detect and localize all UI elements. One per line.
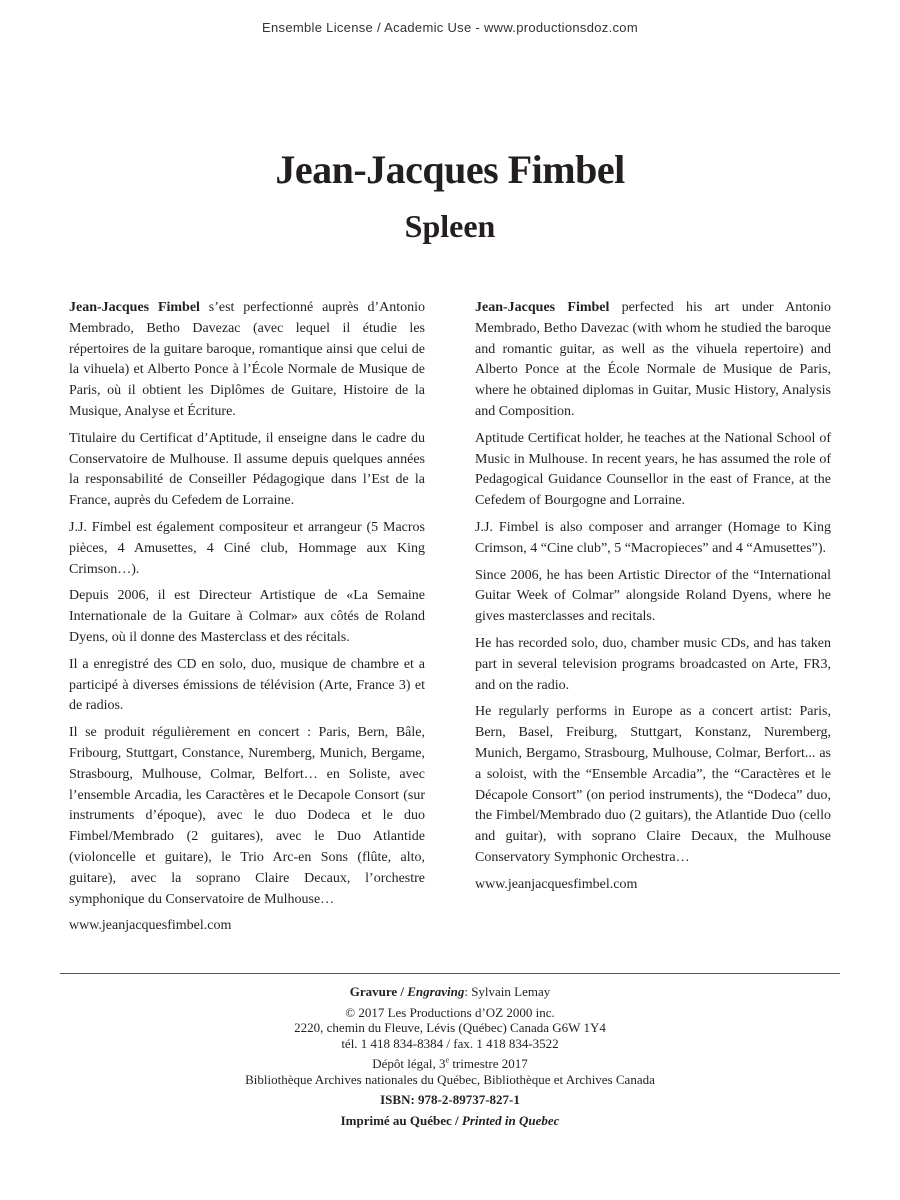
fr-paragraph-3: J.J. Fimbel est également compositeur et arrangeur (5 Macros pièces, 4 Amusettes, 4 Ciné club, Hommage aux King Crimson…). [69, 519, 425, 577]
en-paragraph-1-text: perfected his art under Antonio Membrado, Betho Davezac (with whom he studied the baroque and romantic guitar, as well as the vihuela repertoire) and Alberto Ponce at the École Normale de Musique de Paris, where he obtained diplomas in Guitar, Music History, Analysis and Composition. [475, 300, 831, 419]
license-notice: Ensemble License / Academic Use - www.productionsdoz.com [262, 20, 638, 35]
work-title: Spleen [404, 208, 496, 244]
en-paragraph-6: He regularly performs in Europe as a concert artist: Paris, Bern, Basel, Freiburg, Stuttgart, Konstanz, Nuremberg, Munich, Bergamo, Strasbourg, Mulhouse, Colmar, Berfort... as a soloist, with the “Ensemble Arcadia”, the “Caractères et le Décapole Consort” (on period instruments), the “Dodeca” duo, the Fimbel/Membrado duo (2 guitars), the Atlantide Duo (cello and guitar), with soprano Claire Decaux, the Mulhouse Conservatory Symphonic Orchestra… [475, 704, 831, 865]
legal-deposit-block [0, 1056, 900, 1087]
fr-paragraph-2: Titulaire du Certificat d’Aptitude, il enseigne dans le cadre du Conservatoire de Mulhouse. Il assume depuis quelques années la responsabilité de Conseiller Pédagogique dans l’Est de la France, auprès du Cefedem de Lorraine. [69, 430, 425, 509]
en-paragraph-4: Since 2006, he has been Artistic Director of the “International Guitar Week of Colmar” alongside Roland Dyens, where he gives masterclasses and recitals. [475, 567, 831, 625]
english-biography [475, 298, 831, 902]
legal-deposit-prefix: Dépôt légal, 3 [372, 1056, 446, 1071]
fr-paragraph-1-text: s’est perfectionné auprès d’Antonio Membrado, Betho Davezac (avec lequel il étudie les répertoires de la guitare baroque, romantique ainsi que celui de la vihuela) et Alberto Ponce à l’École Normale de Musique de Paris, où il obtient les Diplômes de Guitare, Histoire de la Musique, Analyse et Écriture. [69, 300, 426, 419]
engraving-credit [0, 984, 900, 1000]
fr-paragraph-5: Il a enregistré des CD en solo, duo, musique de chambre et a participé à diverses émissions de télévision (Arte, France 3) et de radios. [69, 656, 425, 714]
printed-fr: Imprimé au Québec / [340, 1112, 462, 1128]
en-website-link[interactable]: www.jeanjacquesfimbel.com [475, 876, 638, 892]
phone-line: tél. 1 418 834-8384 / fax. 1 418 834-3522 [341, 1035, 559, 1051]
fr-website-link[interactable]: www.jeanjacquesfimbel.com [69, 918, 232, 934]
colophon [0, 984, 900, 1133]
french-biography [69, 298, 425, 943]
library-line: Bibliothèque Archives nationales du Québec, Bibliothèque et Archives Canada [245, 1071, 655, 1087]
composer-name: Jean-Jacques Fimbel [275, 147, 625, 192]
en-paragraph-2: Aptitude Certificat holder, he teaches at the National School of Music in Mulhouse. In recent years, he has assumed the role of Pedagogical Guidance Counsellor in the east of France, at the Cefedem of Bourgogne and Lorraine. [475, 430, 831, 509]
en-paragraph-5: He has recorded solo, duo, chamber music CDs, and has taken part in several television programs broadcasted on Arte, FR3, and on the radio. [475, 635, 831, 693]
en-lead-name: Jean-Jacques Fimbel [475, 300, 610, 315]
engraver-name: : Sylvain Lemay [464, 984, 551, 999]
en-paragraph-3: J.J. Fimbel is also composer and arranger (Homage to King Crimson, 4 “Cine club”, 5 “Macropieces” and 4 “Amusettes”). [475, 519, 831, 556]
engraving-label-en: Engraving [407, 984, 465, 999]
copyright-line: © 2017 Les Productions d’OZ 2000 inc. [345, 1004, 555, 1020]
fr-paragraph-1 [69, 298, 425, 423]
en-paragraph-1 [475, 298, 831, 423]
engraving-label-fr: Gravure / [349, 984, 408, 999]
legal-deposit-suffix: trimestre 2017 [449, 1056, 528, 1071]
isbn: ISBN: 978-2-89737-827-1 [380, 1092, 520, 1107]
address-line: 2220, chemin du Fleuve, Lévis (Québec) Canada G6W 1Y4 [294, 1020, 606, 1035]
printed-en: Printed in Quebec [461, 1112, 560, 1128]
fr-lead-name: Jean-Jacques Fimbel [69, 300, 200, 315]
publisher-block [0, 1005, 900, 1052]
fr-paragraph-6: Il se produit régulièrement en concert : Paris, Bern, Bâle, Fribourg, Stuttgart, Constance, Nuremberg, Munich, Bergame, Strasbourg, Mulhouse, Colmar, Belfort… en Soliste, avec l’ensemble Arcadia, les Caractères et le Decapole Consort (sur instruments d’époque), avec le duo Dodeca et le duo Fimbel/Membrado (2 guitares), avec le Duo Atlantide (violoncelle et guitare), le Trio Arc-en Sons (flûte, alto, guitare), avec la soprano Claire Decaux, l’orchestre symphonique du Conservatoire de Mulhouse… [69, 725, 425, 907]
legal-deposit-sup: e [445, 1055, 450, 1065]
fr-paragraph-4: Depuis 2006, il est Directeur Artistique de «La Semaine Internationale de la Guitare à Colmar» aux côtés de Roland Dyens, où il donne des Masterclass et des récitals. [69, 588, 425, 645]
divider-rule [60, 973, 840, 974]
printed-line [0, 1113, 900, 1129]
